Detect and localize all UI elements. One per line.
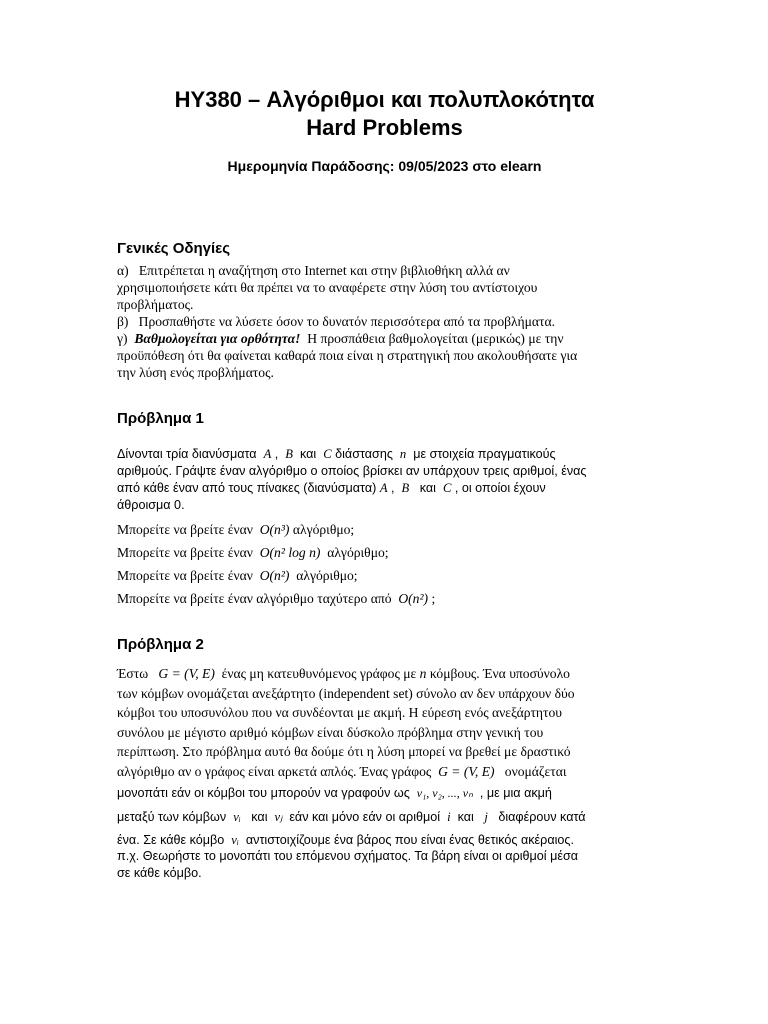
problem-1-line-4: άθροισμα 0. bbox=[117, 498, 185, 512]
problem-1-body bbox=[117, 446, 652, 514]
p2-text: μονοπάτι εάν οι κόμβοι του μπορούν να γραφούν ως bbox=[117, 786, 410, 800]
document-page bbox=[117, 86, 652, 174]
p2-text: μεταξύ των κόμβων bbox=[117, 809, 227, 824]
problem-1-questions bbox=[117, 518, 652, 610]
p2-math-vi: vᵢ bbox=[233, 809, 241, 824]
problem-1-heading: Πρόβλημα 1 bbox=[117, 410, 204, 427]
general-instructions bbox=[117, 262, 652, 381]
problem-2-body bbox=[117, 664, 652, 781]
p1-text: με στοιχεία πραγματικούς bbox=[413, 447, 556, 461]
q1-math: O(n³) bbox=[259, 522, 290, 537]
p2-math-path: v₁, v₂, ..., vₙ bbox=[416, 786, 473, 800]
problem-2-line-6 bbox=[117, 762, 652, 782]
p2-text: διαφέρουν κατά bbox=[498, 809, 586, 824]
q1-text: Μπορείτε να βρείτε έναν bbox=[117, 522, 253, 537]
q2-text: αλγόριθμο; bbox=[327, 545, 389, 560]
p2-text: , με μια ακμή bbox=[479, 786, 552, 800]
instruction-b-text: Προσπαθήστε να λύσετε όσον το δυνατόν περισσότερα από τα προβλήματα. bbox=[138, 314, 556, 329]
question-3 bbox=[117, 564, 652, 587]
p2-text: κόμβους. Ένα υποσύνολο bbox=[429, 666, 570, 681]
instruction-c-line-1 bbox=[117, 330, 652, 347]
q3-math: O(n²) bbox=[259, 568, 290, 583]
instruction-c-marker: γ) bbox=[117, 331, 128, 346]
p1-math-A: A bbox=[263, 447, 272, 461]
q4-text: Μπορείτε να βρείτε έναν αλγόριθμο ταχύτερο από bbox=[117, 591, 392, 606]
p2-text: ένα. Σε κάθε κόμβο bbox=[117, 833, 225, 847]
title-line-2: Hard Problems bbox=[306, 115, 463, 140]
p1-math-A: A bbox=[379, 481, 388, 495]
problem-2-example bbox=[117, 848, 652, 882]
p2-math-vi: vᵢ bbox=[231, 833, 239, 847]
p1-math-B: B bbox=[401, 481, 410, 495]
problem-2-heading: Πρόβλημα 2 bbox=[117, 636, 204, 653]
p2-math-graph: G = (V, E) bbox=[158, 666, 215, 681]
p1-math-n: n bbox=[399, 447, 407, 461]
instruction-c-text-1: Η προσπάθεια βαθμολογείται (μερικώς) με την bbox=[307, 331, 564, 346]
p2-text: αλγόριθμο αν ο γράφος είναι αρκετά απλός. Ένας γράφος bbox=[117, 763, 432, 779]
p1-text: Δίνονται τρία διανύσματα bbox=[117, 447, 257, 461]
q3-text: Μπορείτε να βρείτε έναν bbox=[117, 568, 253, 583]
problem-1-line-1 bbox=[117, 446, 652, 463]
problem-2-line-11: σε κάθε κόμβο. bbox=[117, 866, 202, 880]
p2-math-j: j bbox=[484, 809, 488, 824]
p2-text: Έστω bbox=[117, 666, 149, 681]
question-2 bbox=[117, 541, 652, 564]
instruction-a-text-1: Επιτρέπεται η αναζήτηση στο Internet και στην βιβλιοθήκη αλλά αν bbox=[138, 263, 510, 278]
problem-1-line-3 bbox=[117, 480, 652, 497]
q2-text: Μπορείτε να βρείτε έναν bbox=[117, 545, 253, 560]
problem-2-body-cont bbox=[117, 782, 652, 853]
instruction-b-marker: β) bbox=[117, 314, 129, 329]
p2-math-graph: G = (V, E) bbox=[438, 763, 495, 779]
problem-2-line-8 bbox=[117, 806, 652, 830]
p2-text: ένας μη κατευθυνόμενος γράφος με bbox=[221, 666, 417, 681]
problem-2-line-1 bbox=[117, 664, 652, 684]
p1-math-C: C bbox=[442, 481, 452, 495]
p1-and: και bbox=[299, 447, 317, 461]
q2-math: O(n² log n) bbox=[259, 545, 321, 560]
instruction-a-marker: α) bbox=[117, 263, 129, 278]
p1-comma: , bbox=[274, 447, 279, 461]
question-1 bbox=[117, 518, 652, 541]
p2-math-i: i bbox=[447, 809, 451, 824]
problem-2-line-7 bbox=[117, 782, 652, 806]
p2-math-vj: vⱼ bbox=[274, 809, 283, 824]
question-4 bbox=[117, 587, 652, 610]
problem-2-line-10: π.χ. Θεωρήστε το μονοπάτι του επόμενου σχήματος. Τα βάρη είναι οι αριθμοί μέσα bbox=[117, 849, 579, 863]
q4-text: ; bbox=[431, 591, 436, 606]
instruction-a-line-1 bbox=[117, 262, 652, 279]
q3-text: αλγόριθμο; bbox=[296, 568, 358, 583]
p1-math-C: C bbox=[323, 447, 332, 461]
instruction-c-text-2: προϋπόθεση ότι θα φαίνεται καθαρά ποια είναι η στρατηγική που ακολουθήσατε για bbox=[117, 348, 578, 363]
instruction-c-bold: Βαθμολογείται για ορθότητα! bbox=[134, 331, 301, 346]
instruction-a-text-2: χρησιμοποιήσετε κάτι θα πρέπει να το αναφέρετε στην λύση του αντίστοιχου bbox=[117, 280, 538, 295]
p1-text: από κάθε έναν από τους πίνακες (διανύσματα) bbox=[117, 481, 377, 495]
p2-and: και bbox=[457, 809, 474, 824]
problem-2-line-4: συνόλου με μέγιστο αριθμό κόμβων είναι δύσκολο πρόβλημα στην γενική του bbox=[117, 724, 544, 740]
document-title bbox=[117, 86, 652, 142]
due-date: Ημερομηνία Παράδοσης: 09/05/2023 στο elearn bbox=[227, 158, 542, 174]
q4-math: O(n²) bbox=[398, 591, 429, 606]
p2-text: αντιστοιχίζουμε ένα βάρος που είναι ένας θετικός ακέραιος. bbox=[245, 833, 574, 847]
problem-1-line-2: αριθμούς. Γράψτε έναν αλγόριθμο ο οποίος βρίσκει αν υπάρχουν τρεις αριθμοί, ένας bbox=[117, 464, 587, 478]
p1-and: και bbox=[419, 481, 436, 495]
p2-text: εάν και μόνο εάν οι αριθμοί bbox=[289, 809, 441, 824]
p1-text: , οι οποίοι έχουν bbox=[454, 481, 546, 495]
p2-and: και bbox=[251, 809, 268, 824]
problem-2-line-3: κόμβοι του υποσυνόλου που να συνδέονται με ακμή. Η εύρεση ενός ανεξάρτητου bbox=[117, 705, 563, 720]
problem-2-line-2: των κόμβων ονομάζεται ανεξάρτητο (independent set) σύνολο αν δεν υπάρχουν δύο bbox=[117, 685, 575, 701]
general-instructions-heading: Γενικές Οδηγίες bbox=[117, 240, 231, 257]
p2-text: ονομάζεται bbox=[504, 763, 567, 779]
q1-text: αλγόριθμο; bbox=[292, 522, 355, 537]
instruction-c-text-3: την λύση ενός προβλήματος. bbox=[117, 365, 274, 380]
title-line-1: HY380 – Αλγόριθμοι και πολυπλοκότητα bbox=[174, 87, 595, 112]
instruction-a-text-3: προβλήματος. bbox=[117, 297, 194, 312]
p1-math-B: B bbox=[285, 447, 293, 461]
instruction-b bbox=[117, 313, 652, 330]
problem-2-line-5: περίπτωση. Στο πρόβλημα αυτό θα δούμε ότι η λύση μπορεί να βρεθεί με δραστικό bbox=[117, 744, 571, 759]
p1-comma: , bbox=[391, 481, 395, 495]
p2-math-n: n bbox=[419, 666, 427, 681]
p1-text: διάστασης bbox=[335, 447, 393, 461]
